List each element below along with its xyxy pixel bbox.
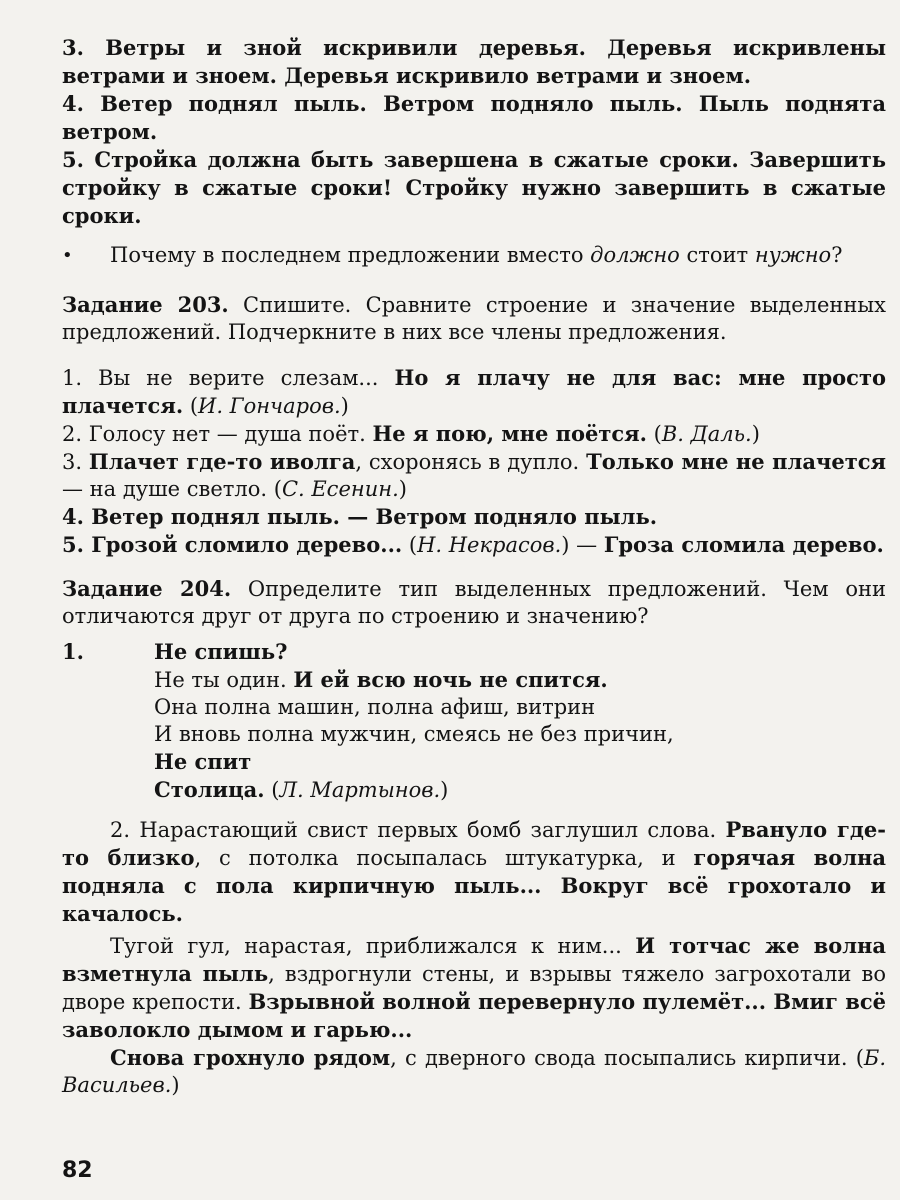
task-204	[62, 575, 886, 1099]
task-204-instruction: Задание 204. Определите тип выделенных предложений. Чем они отличаются друг от друга по строению и значению?	[62, 576, 886, 628]
t203-example-1: 1. Вы не верите слезам... Но я плачу не для вас: мне просто плачется. (И. Гончаров.)	[62, 365, 886, 418]
prose-paragraph-2: Тугой гул, нарастая, приближался к ним... И тотчас же волна взметнула пыль, вздрогнули стены, и взрывы тяжело загрохотали во дворе крепости. Взрывной волной перевернуло пулемёт... Вмиг всё заволокло дымом и гарью...	[62, 933, 886, 1042]
prose-paragraph-3: Снова грохнуло рядом, с дверного свода посыпались кирпичи. (Б. Васильев.)	[62, 1045, 887, 1097]
task-203-examples	[62, 364, 886, 559]
poem-line-6: Столица. (Л. Мартынов.)	[154, 777, 449, 802]
task-203	[62, 291, 886, 559]
example-5: 5. Стройка должна быть завершена в сжатые сроки. Завершить стройку в сжатые сроки! Стройку нужно завершить в сжатые сроки.	[62, 147, 886, 228]
poem-line-3: Она полна машин, полна афиш, витрин	[154, 695, 596, 719]
bullet-icon: •	[62, 245, 73, 266]
examples-continued	[62, 34, 886, 230]
poem-lines	[154, 638, 674, 804]
poem-line-5: Не спит	[154, 749, 252, 774]
example-3: 3. Ветры и зной искривили деревья. Деревья искривлены ветрами и зноем. Деревья искривило ветрами и зноем.	[62, 35, 886, 88]
prose-paragraph-1: 2. Нарастающий свист первых бомб заглушил слова. Рвануло где-то близко, с потолка посыпалась штукатурка, и горячая волна подняла с пола кирпичную пыль... Вокруг всё грохотало и качалось.	[62, 817, 886, 926]
t203-example-3: 3. Плачет где-то иволга, схоронясь в дупло. Только мне не плачется — на душе светло. (С. Есенин.)	[62, 449, 887, 501]
question-row	[62, 242, 886, 269]
example-4: 4. Ветер поднял пыль. Ветром подняло пыль. Пыль поднята ветром.	[62, 91, 886, 144]
page-number: 82	[62, 1158, 93, 1183]
poem-block	[62, 638, 886, 804]
poem-line-1: Не спишь?	[154, 639, 288, 664]
task-203-instruction: Задание 203. Спишите. Сравните строение и значение выделенных предложений. Подчеркните в них все члены предложения.	[62, 292, 886, 344]
poem-line-4: И вновь полна мужчин, смеясь не без причин,	[154, 722, 674, 746]
textbook-page	[62, 34, 886, 1115]
question-text: Почему в последнем предложении вместо должно стоит нужно?	[110, 243, 843, 267]
poem-number: 1.	[62, 639, 84, 664]
t203-example-2: 2. Голосу нет — душа поёт. Не я пою, мне поётся. (В. Даль.)	[62, 421, 760, 446]
t203-example-5: 5. Грозой сломило дерево... (Н. Некрасов.) — Гроза сломила дерево.	[62, 532, 884, 557]
poem-line-2: Не ты один. И ей всю ночь не спится.	[154, 667, 608, 692]
t203-example-4: 4. Ветер поднял пыль. — Ветром подняло пыль.	[62, 504, 658, 529]
